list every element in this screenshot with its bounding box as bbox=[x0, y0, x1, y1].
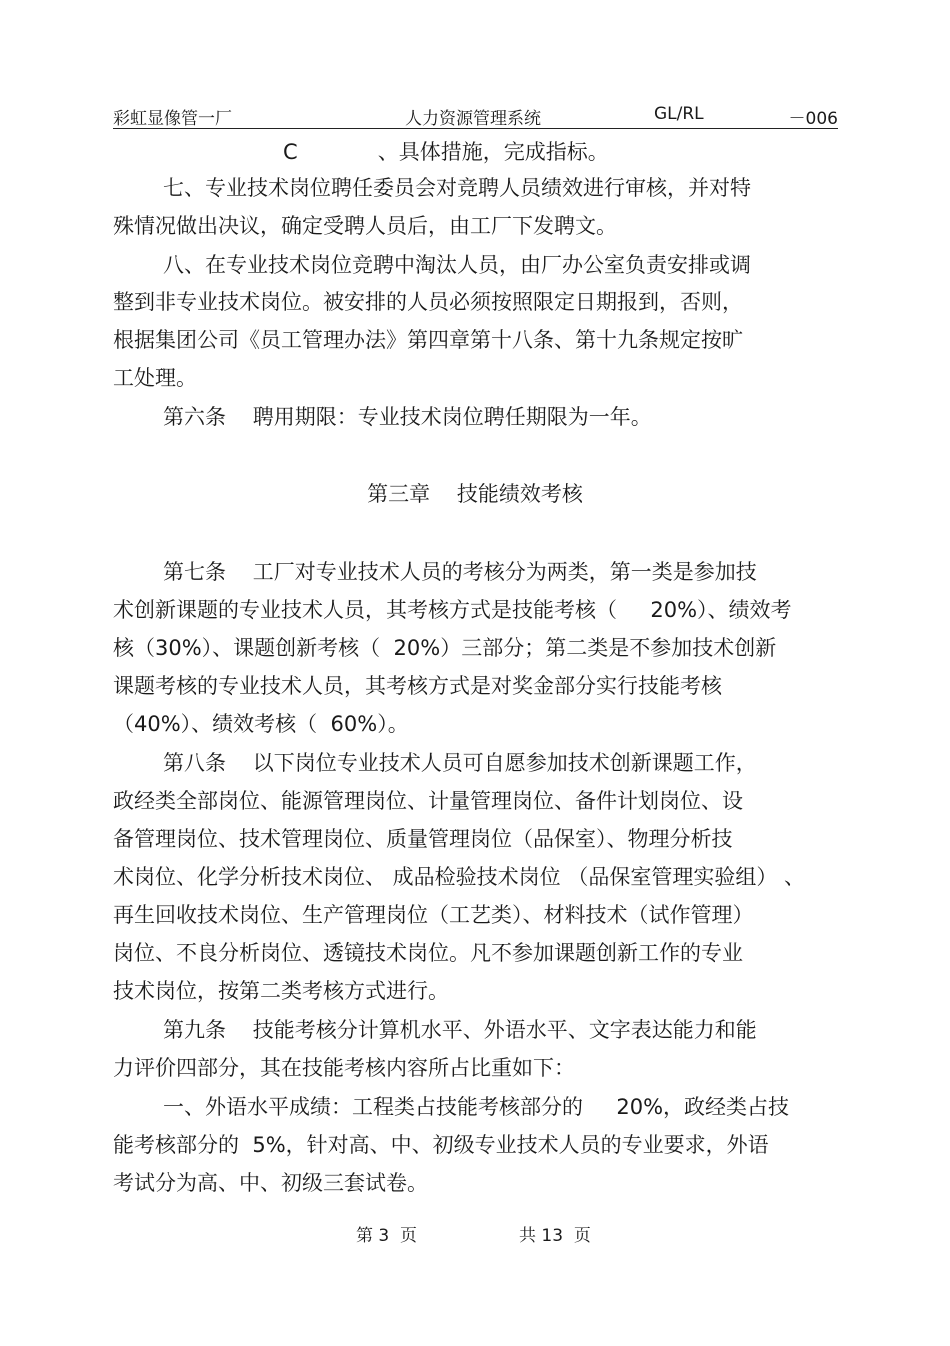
text-line: 备管理岗位、技术管理岗位、质量管理岗位（品保室）、物理分析技 bbox=[113, 827, 733, 851]
text-line: （40%）、绩效考核（ 60%）。 bbox=[113, 712, 409, 736]
text-line: 第七条 工厂对专业技术人员的考核分为两类，第一类是参加技 bbox=[163, 560, 757, 584]
text-line: 殊情况做出决议，确定受聘人员后，由工厂下发聘文。 bbox=[113, 214, 617, 238]
text-line: 整到非专业技术岗位。被安排的人员必须按照限定日期报到，否则， bbox=[113, 290, 743, 314]
text-line: 术岗位、化学分析技术岗位、 成品检验技术岗位 （品保室管理实验组） 、 bbox=[113, 865, 806, 889]
text-line: 工处理。 bbox=[113, 366, 197, 390]
text-line: 术创新课题的专业技术人员，其考核方式是技能考核（ 20%）、绩效考 bbox=[113, 598, 792, 622]
text-line: 第八条 以下岗位专业技术人员可自愿参加技术创新课题工作， bbox=[163, 751, 757, 775]
header-org: 彩虹显像管一厂 bbox=[113, 109, 232, 129]
text-line: 第六条 聘用期限：专业技术岗位聘任期限为一年。 bbox=[163, 405, 652, 429]
text-line: 根据集团公司《员工管理办法》第四章第十八条、第十九条规定按旷 bbox=[113, 328, 743, 352]
header-system: 人力资源管理系统 bbox=[405, 109, 541, 129]
text-line: 八、在专业技术岗位竞聘中淘汰人员，由厂办公室负责安排或调 bbox=[163, 253, 751, 277]
header-number: －006 bbox=[788, 109, 838, 129]
text-line: 核（30%）、课题创新考核（ 20%）三部分；第二类是不参加技术创新 bbox=[113, 636, 777, 660]
text-line: 力评价四部分，其在技能考核内容所占比重如下： bbox=[113, 1056, 575, 1080]
text-line: 课题考核的专业技术人员，其考核方式是对奖金部分实行技能考核 bbox=[113, 674, 722, 698]
text-line: 技术岗位，按第二类考核方式进行。 bbox=[113, 979, 449, 1003]
text-line: 一、外语水平成绩：工程类占技能考核部分的 20%，政经类占技 bbox=[163, 1095, 790, 1119]
footer-total-pages: 共 13 页 bbox=[519, 1226, 591, 1246]
footer-page-number: 第 3 页 bbox=[356, 1226, 418, 1246]
header-code: GL/RL bbox=[654, 104, 704, 124]
text-line: 再生回收技术岗位、生产管理岗位（工艺类）、材料技术（试作管理） bbox=[113, 903, 754, 927]
text-line: 考试分为高、中、初级三套试卷。 bbox=[113, 1171, 428, 1195]
page-header bbox=[113, 100, 838, 129]
text-line: 岗位、不良分析岗位、透镜技术岗位。凡不参加课题创新工作的专业 bbox=[113, 941, 743, 965]
text-line: 能考核部分的 5%，针对高、中、初级专业技术人员的专业要求，外语 bbox=[113, 1133, 769, 1157]
text-line: C 、具体措施，完成指标。 bbox=[283, 140, 609, 164]
text-line: 政经类全部岗位、能源管理岗位、计量管理岗位、备件计划岗位、设 bbox=[113, 789, 743, 813]
text-line: 第九条 技能考核分计算机水平、外语水平、文字表达能力和能 bbox=[163, 1018, 757, 1042]
text-line: 七、专业技术岗位聘任委员会对竞聘人员绩效进行审核，并对特 bbox=[163, 176, 751, 200]
chapter-title: 第三章 技能绩效考核 bbox=[367, 482, 583, 506]
